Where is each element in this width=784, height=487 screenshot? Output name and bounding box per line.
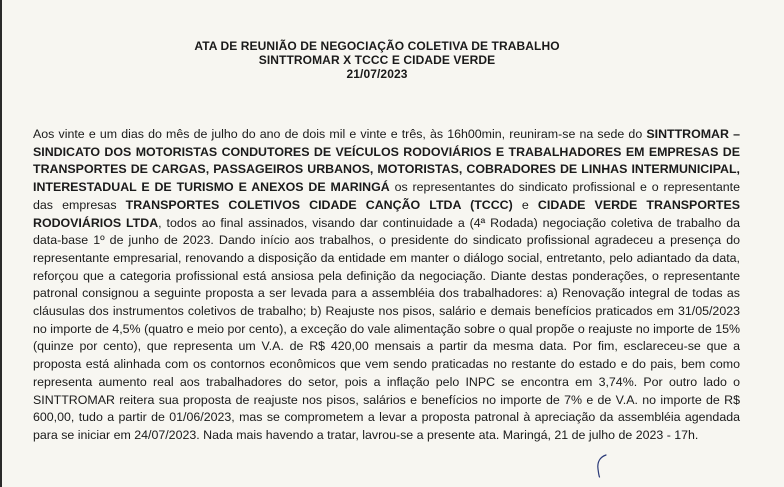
signature-mark	[594, 452, 610, 478]
document-parties: SINTTROMAR X TCCC E CIDADE VERDE	[258, 53, 496, 67]
company-tccc: TRANSPORTES COLETIVOS CIDADE CANÇÃO LTDA (TCCC)	[125, 197, 513, 212]
body-text-conjunction: e	[512, 197, 538, 212]
document-header	[0, 39, 784, 81]
body-text-representatives: os representantes do sindicato profissional e o representante das empresas	[33, 180, 741, 212]
union-name: SINTTROMAR – SINDICATO DOS MOTORISTAS CONDUTORES DE VEÍCULOS RODOVIÁRIOS E TRABALHADORES EM EMPRESAS DE TRANSPORTES DE CARGAS, PASSAGEIROS URBANOS, MOTORISTAS, COBRADORES DE LINHAS INTERMUNICIPAL, INTERESTADUAL E DE TURISMO E ANEXOS DE MARINGÁ	[33, 127, 740, 195]
company-cidade-verde: CIDADE VERDE TRANSPORTES RODOVIÁRIOS LTDA	[33, 197, 741, 230]
document-body	[33, 126, 740, 445]
document-date: 21/07/2023	[346, 67, 408, 81]
body-text-intro: Aos vinte e um dias do mês de julho do ano de dois mil e vinte e três, às 16h00min, reuniram-se na sede do	[33, 127, 647, 141]
body-text-minutes: , todos ao final assinados, visando dar continuidade a (4ª Rodada) negociação coletiva de trabalho da data-base 1º de junho de 2023. Dando início aos trabalhos, o presidente do sindicato profissional agradeceu a presença do representante empresarial, renovando a disposição da entidade em manter o diálogo social, entretanto, pelo adiantado da data, reforçou que a categoria profissional está ansiosa pela definição da negociação. Diante destas ponderações, o representante patronal consignou a seguinte proposta a ser levada para a assembléia dos trabalhadores: a) Renovação integral de todas as cláusulas dos instrumentos coletivos de trabalho; b) Reajuste nos pisos, salário e demais benefícios praticados em 31/05/2023 no importe de 4,5% (quatro e meio por cento), a exceção do vale alimentação sobre o qual propõe o reajuste no importe de 15% (quinze por cento), que representa um V.A. de R$ 420,00 mensais a partir da mesma data. Por fim, esclareceu-se que a proposta está alinhada com os contornos econômicos que vem sendo praticadas no restante do estado e do pais, bem como representa aumento real aos trabalhadores do setor, pois a inflação pelo INPC se encontra em 3,74%. Por outro lado o SINTTROMAR reitera sua proposta de reajuste nos pisos, salários e benefícios no importe de 7% e de V.A. no importe de R$ 600,00, tudo a partir de 01/06/2023, mas se comprometem a levar a proposta patronal à apreciação da assembléia agendada para se iniciar em 24/07/2023. Nada mais havendo a tratar, lavrou-se a presente ata. Maringá, 21 de julho de 2023 - 17h.	[33, 215, 740, 442]
document-title: ATA DE REUNIÃO DE NEGOCIAÇÃO COLETIVA DE TRABALHO	[194, 39, 560, 53]
